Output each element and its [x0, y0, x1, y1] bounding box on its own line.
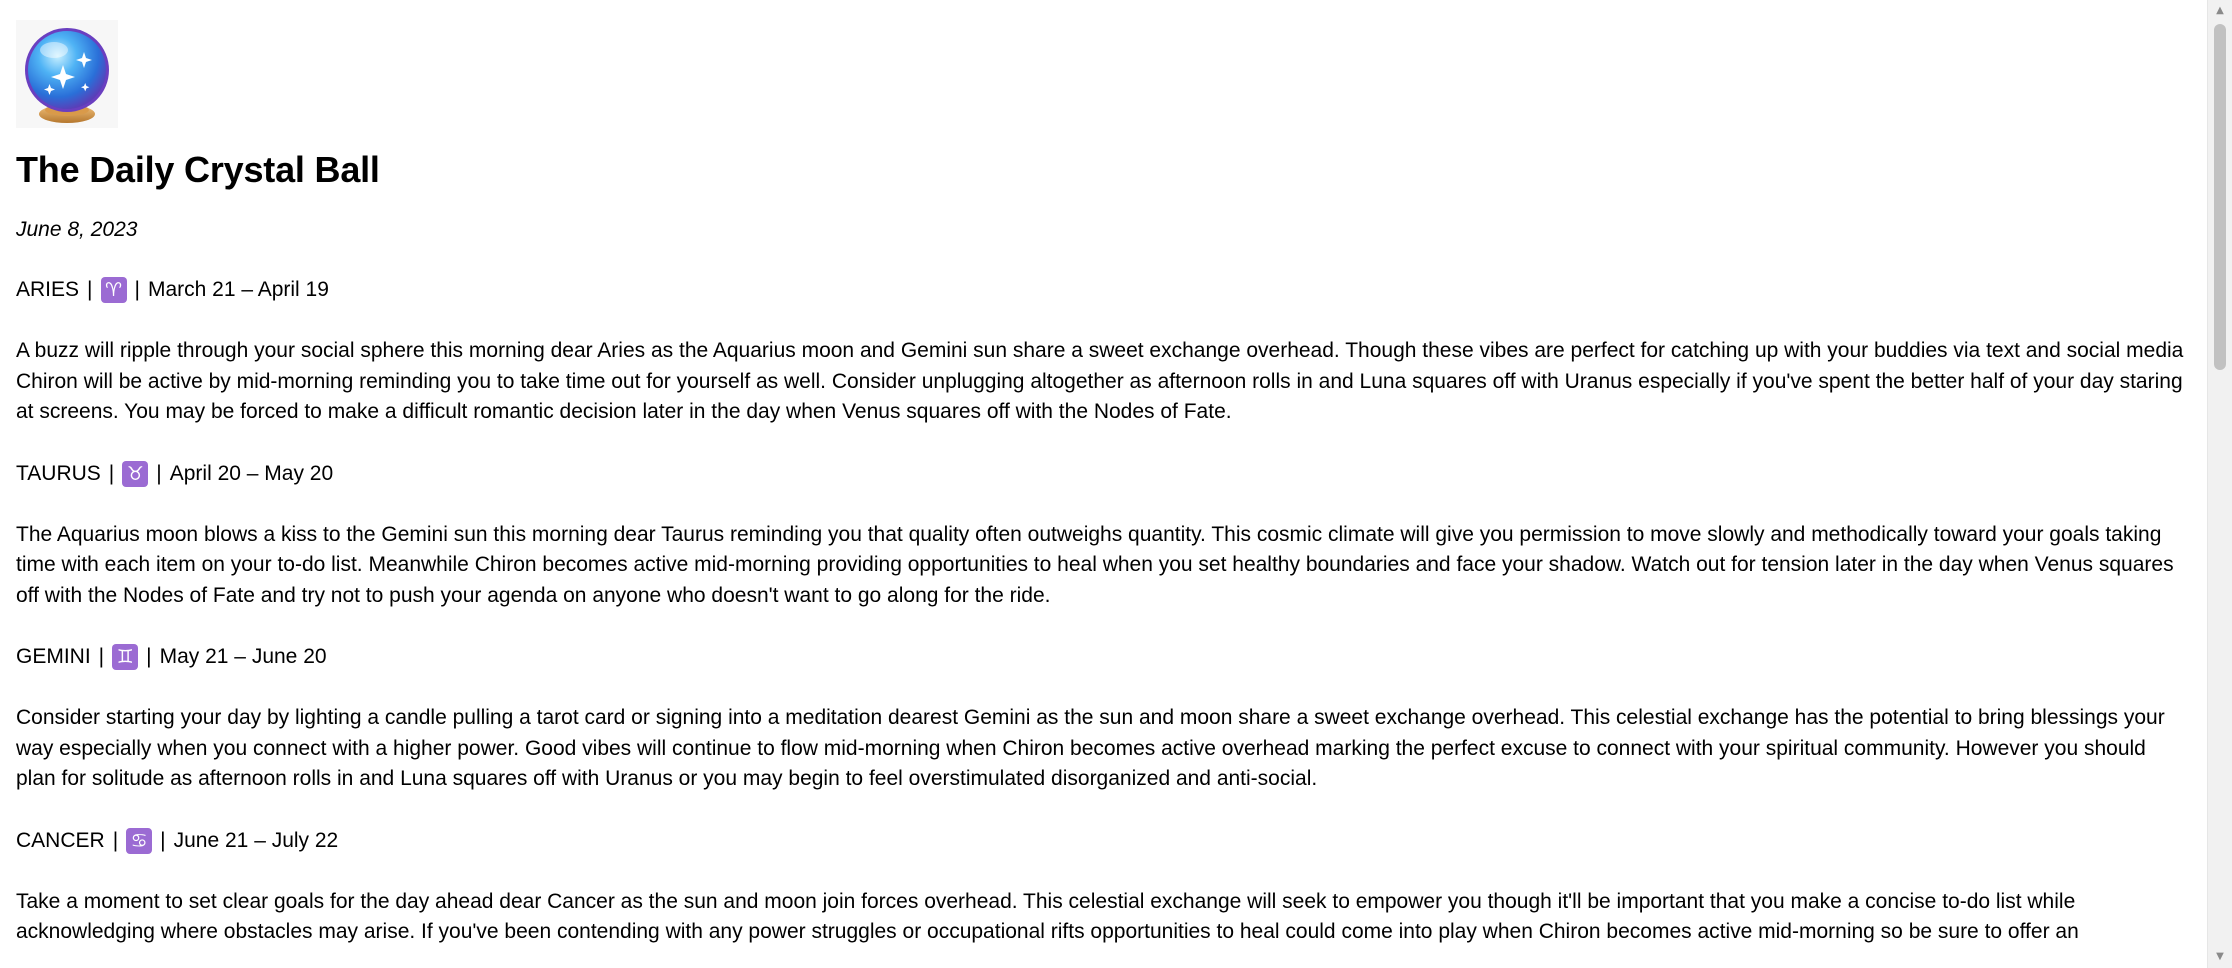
separator: |	[156, 461, 162, 485]
sign-dates: May 21 – June 20	[159, 645, 327, 668]
page-title: The Daily Crystal Ball	[16, 149, 380, 190]
taurus-icon: ♉	[122, 461, 148, 487]
sign-heading-taurus	[16, 460, 2184, 488]
separator: |	[160, 828, 166, 852]
separator: |	[98, 645, 105, 668]
separator: |	[87, 278, 93, 301]
cancer-icon: ♋	[126, 828, 152, 854]
separator: |	[112, 828, 119, 852]
sign-name: TAURUS	[16, 461, 101, 485]
sign-heading-aries	[16, 276, 2184, 304]
horoscope-taurus: The Aquarius moon blows a kiss to the Gemini sun this morning dear Taurus reminding you that quality often outweighs quantity. This cosmic climate will give you permission to move slowly and methodically toward your goals taking time with each item on your to-do list. Meanwhile Chiron becomes active mid-morning providing opportunities to heal when you set healthy boundaries and face your shadow. Watch out for tension later in the day when Venus squares off with the Nodes of Fate and try not to push your agenda on anyone who doesn't want to go along for the ride.	[16, 522, 2174, 607]
crystal-ball-icon	[16, 20, 118, 128]
sign-name: ARIES	[16, 278, 80, 301]
sign-heading-cancer	[16, 827, 2184, 855]
separator: |	[134, 278, 140, 301]
sign-name: CANCER	[16, 828, 105, 852]
scroll-up-arrow-icon[interactable]: ▲	[2216, 5, 2224, 16]
scroll-down-arrow-icon[interactable]: ▼	[2216, 951, 2224, 962]
separator: |	[146, 645, 152, 668]
publish-date: June 8, 2023	[16, 218, 138, 241]
horoscope-gemini: Consider starting your day by lighting a candle pulling a tarot card or signing into a meditation dearest Gemini as the sun and moon share a sweet exchange overhead. This celestial exchange has the potential to bring blessings your way especially when you connect with a higher power. Good vibes will continue to flow mid-morning when Chiron becomes active overhead marking the perfect excuse to connect with your spiritual community. However you should plan for solitude as afternoon rolls in and Luna squares off with Uranus or you may begin to feel overstimulated disorganized and anti-social.	[16, 706, 2165, 790]
aries-icon: ♈	[101, 277, 127, 303]
separator: |	[108, 461, 115, 485]
horoscope-aries: A buzz will ripple through your social sphere this morning dear Aries as the Aquarius moon and Gemini sun share a sweet exchange overhead. Though these vibes are perfect for catching up with your buddies via text and social media Chiron will be active by mid-morning reminding you to take time out for yourself as well. Consider unplugging altogether as afternoon rolls in and Luna squares off with Uranus especially if you've spent the better half of your day staring at screens. You may be forced to make a difficult romantic decision later in the day when Venus squares off with the Nodes of Fate.	[16, 339, 2184, 423]
gemini-icon: ♊	[112, 644, 138, 670]
sign-name: GEMINI	[16, 645, 91, 668]
scrollbar-thumb[interactable]	[2214, 24, 2226, 370]
vertical-scrollbar[interactable]	[2207, 0, 2232, 968]
horoscope-cancer: Take a moment to set clear goals for the day ahead dear Cancer as the sun and moon join forces overhead. This celestial exchange will seek to empower you though it'll be important that you make a concise to-do list while acknowledging where obstacles may arise. If you've been contending with any power struggles or occupational rifts opportunities to heal could come into play when Chiron becomes active mid-morning so be sure to offer an	[16, 889, 2079, 943]
sign-heading-gemini	[16, 643, 2184, 671]
sign-dates: June 21 – July 22	[173, 828, 339, 852]
sign-dates: April 20 – May 20	[169, 461, 334, 485]
article	[16, 20, 2184, 948]
sign-dates: March 21 – April 19	[147, 278, 329, 301]
